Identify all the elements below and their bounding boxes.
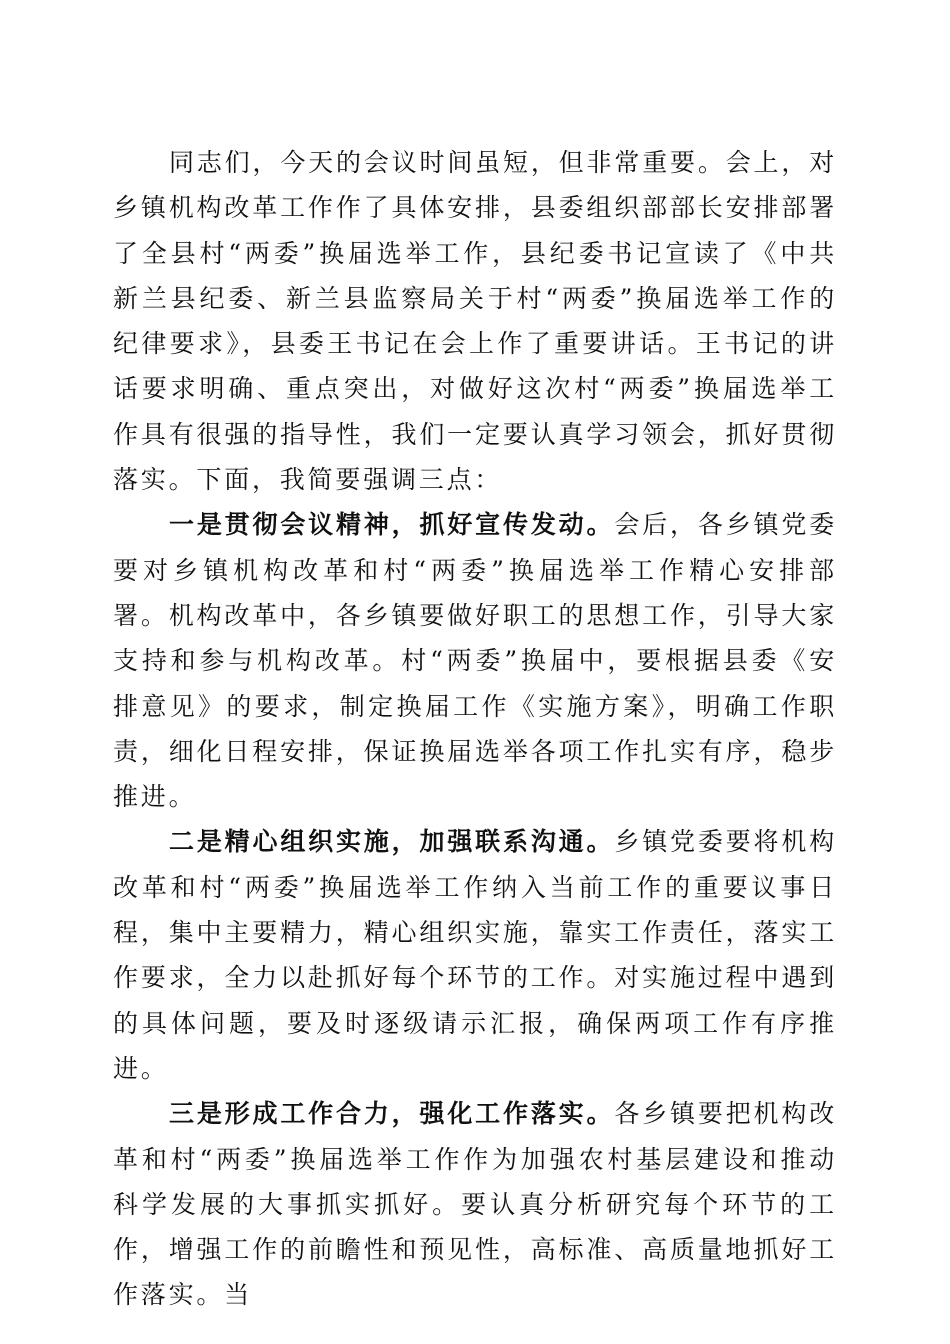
paragraph-text: 乡镇党委要将机构改革和村“两委”换届选举工作纳入当前工作的重要议事日程，集中主要精力，精心组织实施，靠实工作责任，落实工作要求，全力以赴抓好每个环节的工作。对实施过程中遇到的具体问题，要及时逐级请示汇报，确保两项工作有序推进。	[113, 827, 837, 1083]
paragraph-point-two	[113, 819, 837, 1091]
document-body	[113, 140, 837, 1318]
paragraph-point-one	[113, 502, 837, 819]
paragraph-lead: 三是形成工作合力，强化工作落实。	[169, 1099, 615, 1129]
paragraph-intro	[113, 140, 837, 502]
paragraph-text: 同志们，今天的会议时间虽短，但非常重要。会上，对乡镇机构改革工作作了具体安排，县委组织部部长安排部署了全县村“两委”换届选举工作，县纪委书记宣读了《中共新兰县纪委、新兰县监察局关于村“两委”换届选举工作的纪律要求》，县委王书记在会上作了重要讲话。王书记的讲话要求明确、重点突出，对做好这次村“两委”换届选举工作具有很强的指导性，我们一定要认真学习领会，抓好贯彻落实。下面，我简要强调三点：	[113, 148, 837, 495]
paragraph-lead: 二是精心组织实施，加强联系沟通。	[169, 827, 615, 857]
paragraph-text: 各乡镇要把机构改革和村“两委”换届选举工作作为加强农村基层建设和推动科学发展的大事抓实抓好。要认真分析研究每个环节的工作，增强工作的前瞻性和预见性，高标准、高质量地抓好工作落实。当	[113, 1099, 837, 1310]
paragraph-lead: 一是贯彻会议精神，抓好宣传发动。	[169, 510, 615, 540]
paragraph-text: 会后，各乡镇党委要对乡镇机构改革和村“两委”换届选举工作精心安排部署。机构改革中，各乡镇要做好职工的思想工作，引导大家支持和参与机构改革。村“两委”换届中，要根据县委《安排意见》的要求，制定换届工作《实施方案》，明确工作职责，细化日程安排，保证换届选举各项工作扎实有序，稳步推进。	[113, 510, 837, 812]
paragraph-point-three	[113, 1091, 837, 1317]
